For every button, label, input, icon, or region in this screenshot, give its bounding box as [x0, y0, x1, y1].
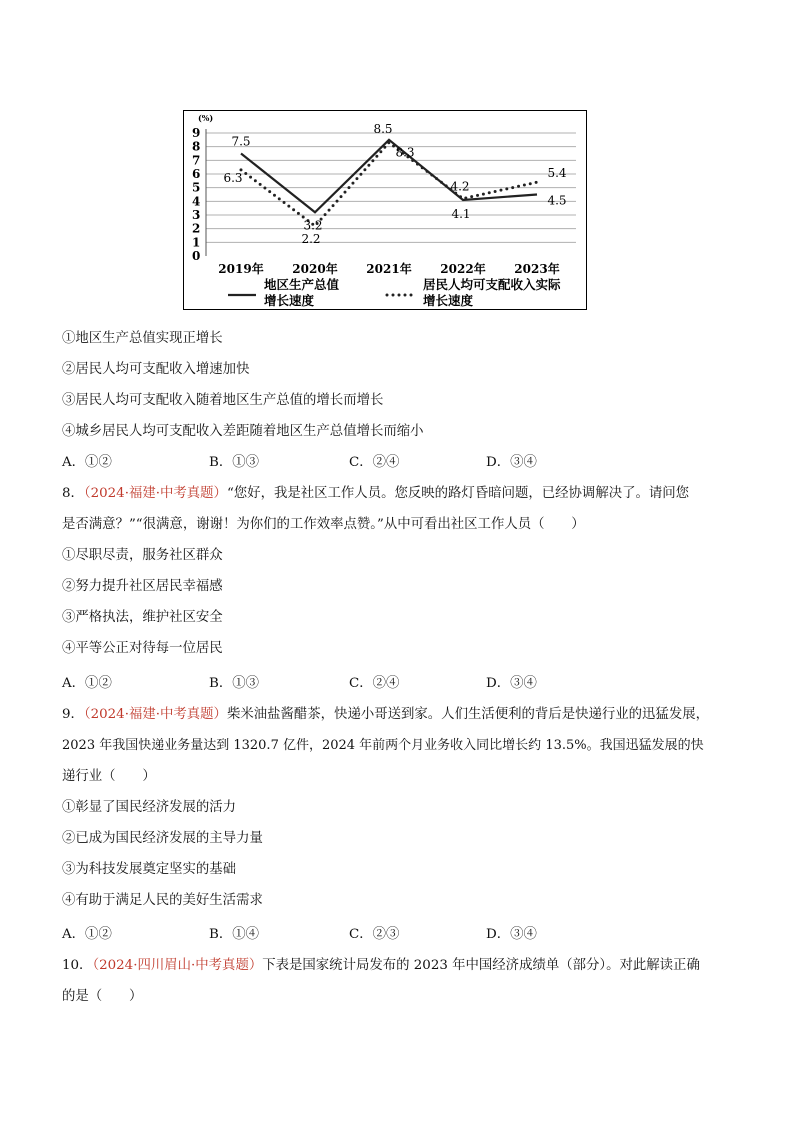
y-tick-label: 8 — [192, 139, 201, 154]
q10-stem-line-2: 的是（ ） — [62, 989, 143, 1004]
q8-stem-text-1: “您好，我是社区工作人员。您反映的路灯昏暗问题，已经协调解决了。请问您 — [226, 486, 690, 501]
q8-option-d[interactable]: D．③④ — [486, 676, 537, 691]
x-tick-label: 2022年 — [440, 262, 486, 276]
q9-item-1: ①彰显了国民经济发展的活力 — [62, 800, 237, 815]
x-tick-label: 2023年 — [514, 262, 560, 276]
q9-item-2: ②已成为国民经济发展的主导力量 — [62, 831, 263, 846]
q7-item-4: ④城乡居民人均可支配收入差距随着地区生产总值增长而缩小 — [62, 424, 424, 439]
line-chart — [183, 110, 587, 310]
q7-option-a[interactable]: A．①② — [62, 455, 112, 470]
y-tick-label: 4 — [192, 194, 201, 209]
q9-option-b[interactable]: B．①④ — [209, 927, 260, 942]
data-label: 4.2 — [450, 179, 470, 194]
q10-stem-line-1 — [62, 956, 700, 976]
q9-stem-line-3: 递行业（ ） — [62, 769, 156, 784]
q10-stem-text-1: 下表是国家统计局发布的 2023 年中国经济成绩单（部分）。对此解读正确 — [262, 958, 700, 973]
q8-option-b[interactable]: B．①③ — [209, 676, 260, 691]
q7-option-d[interactable]: D．③④ — [486, 455, 537, 470]
q8-stem-line-1 — [62, 484, 689, 504]
y-tick-label: 7 — [192, 153, 201, 168]
y-tick-label: 3 — [192, 208, 201, 222]
q7-item-1: ①地区生产总值实现正增长 — [62, 331, 223, 346]
q8-item-1: ①尽职尽责，服务社区群众 — [62, 548, 223, 563]
q8-item-4: ④平等公正对待每一位居民 — [62, 641, 223, 656]
data-label: 8.5 — [373, 121, 393, 136]
q9-stem-line-1 — [62, 705, 709, 725]
x-tick-label: 2019年 — [218, 262, 264, 276]
q9-source: （2024·福建·中考真题） — [83, 707, 227, 722]
q10-source: （2024·四川眉山·中考真题） — [92, 958, 263, 973]
legend-label: 居民人均可支配收入实际 — [423, 277, 561, 292]
q7-item-2: ②居民人均可支配收入增速加快 — [62, 362, 250, 377]
data-label: 6.3 — [223, 170, 243, 185]
q7-item-3: ③居民人均可支配收入随着地区生产总值的增长而增长 — [62, 393, 384, 408]
q8-option-a[interactable]: A．①② — [62, 676, 112, 691]
q8-item-3: ③严格执法，维护社区安全 — [62, 610, 223, 625]
q9-option-d[interactable]: D．③④ — [486, 927, 537, 942]
legend-label: 地区生产总值 — [264, 277, 340, 292]
q8-stem-line-2: 是否满意？”“很满意，谢谢！为你们的工作效率点赞。”从中可看出社区工作人员（ ） — [62, 517, 585, 532]
legend-label: 增长速度 — [264, 293, 315, 308]
y-tick-label: 5 — [192, 180, 201, 195]
q8-source: （2024·福建·中考真题） — [83, 486, 227, 501]
data-label: 4.5 — [547, 193, 567, 208]
q7-option-b[interactable]: B．①③ — [209, 455, 260, 470]
q10-number: 10． — [62, 958, 93, 973]
x-tick-label: 2020年 — [292, 262, 338, 276]
data-label: 4.1 — [451, 206, 471, 221]
x-tick-label: 2021年 — [366, 262, 412, 276]
q9-option-a[interactable]: A．①② — [62, 927, 112, 942]
legend-label: 增长速度 — [423, 293, 474, 308]
chart-svg — [184, 111, 588, 311]
q9-stem-line-2: 2023 年我国快递业务量达到 1320.7 亿件，2024 年前两个月业务收入同比增长约 13.5%。我国迅猛发展的快 — [62, 738, 704, 753]
data-label: 8.3 — [395, 145, 415, 160]
q8-number: 8． — [62, 486, 84, 501]
series-line-income — [241, 143, 537, 226]
y-tick-label: 2 — [192, 221, 201, 236]
y-tick-label: 9 — [192, 126, 201, 140]
y-tick-label: 0 — [192, 249, 201, 263]
q8-item-2: ②努力提升社区居民幸福感 — [62, 579, 223, 594]
data-label: 3.2 — [303, 218, 323, 233]
q9-stem-text-1: 柴米油盐酱醋茶，快递小哥送到家。人们生活便利的背后是快递行业的迅猛发展， — [226, 707, 709, 722]
q8-option-c[interactable]: C．②④ — [349, 676, 400, 691]
data-label: 7.5 — [231, 134, 251, 149]
data-label: 5.4 — [547, 166, 567, 181]
q7-option-c[interactable]: C．②④ — [349, 455, 400, 470]
q9-number: 9． — [62, 707, 84, 722]
y-tick-label: 6 — [192, 167, 201, 181]
q9-option-c[interactable]: C．②③ — [349, 927, 400, 942]
q9-item-4: ④有助于满足人民的美好生活需求 — [62, 893, 263, 908]
y-axis-unit: (%) — [198, 113, 214, 123]
q9-item-3: ③为科技发展奠定坚实的基础 — [62, 862, 237, 877]
y-tick-label: 1 — [192, 235, 201, 250]
data-label: 2.2 — [301, 231, 321, 246]
